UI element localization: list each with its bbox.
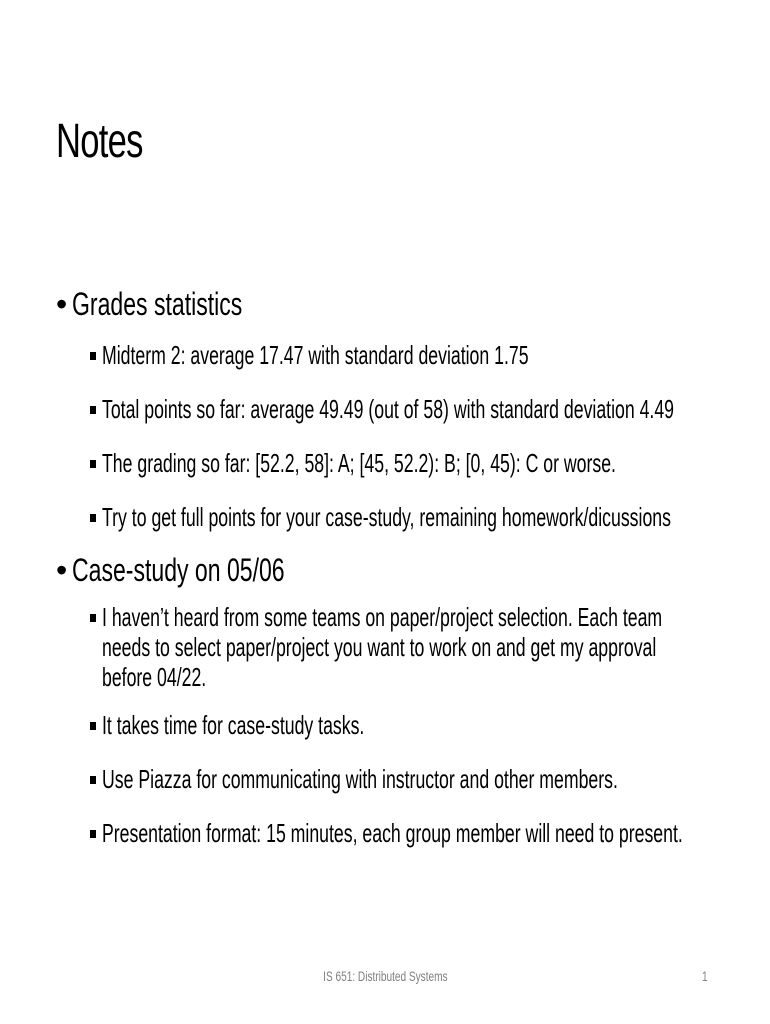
bullet-case-study: • Case-study on 05/06	[56, 548, 736, 592]
square-bullet-icon	[90, 614, 96, 622]
square-bullet-icon	[90, 722, 96, 730]
bullet-grades-statistics: • Grades statistics	[56, 282, 736, 326]
page-number: 1	[702, 968, 708, 984]
square-bullet-icon	[90, 352, 96, 360]
bullet-dot-icon: •	[56, 286, 68, 322]
sub-bullet-team-selection: I haven’t heard from some teams on paper/project selection. Each team needs to select paper/project you want to work on and get my approval before 04/22.	[56, 602, 736, 692]
bullet-dot-icon: •	[56, 552, 68, 588]
square-bullet-icon	[90, 830, 96, 838]
sub-bullet-grading: The grading so far: [52.2, 58]: A; [45, 52.2): B; [0, 45): C or worse.	[56, 448, 736, 478]
slide-title: Notes	[56, 115, 143, 168]
sub-bullet-presentation: Presentation format: 15 minutes, each group member will need to present.	[56, 818, 736, 848]
square-bullet-icon	[90, 460, 96, 468]
square-bullet-icon	[90, 776, 96, 784]
sub-bullet-total-points: Total points so far: average 49.49 (out of 58) with standard deviation 4.49	[56, 394, 736, 424]
square-bullet-icon	[90, 406, 96, 414]
sub-bullet-piazza: Use Piazza for communicating with instructor and other members.	[56, 764, 736, 794]
slide-footer: IS 651: Distributed Systems	[322, 968, 448, 984]
sub-bullet-midterm: Midterm 2: average 17.47 with standard deviation 1.75	[56, 340, 736, 370]
slide-body	[56, 282, 736, 872]
square-bullet-icon	[90, 514, 96, 522]
sub-bullet-full-points: Try to get full points for your case-study, remaining homework/dicussions	[56, 502, 736, 532]
sub-bullet-takes-time: It takes time for case-study tasks.	[56, 710, 736, 740]
